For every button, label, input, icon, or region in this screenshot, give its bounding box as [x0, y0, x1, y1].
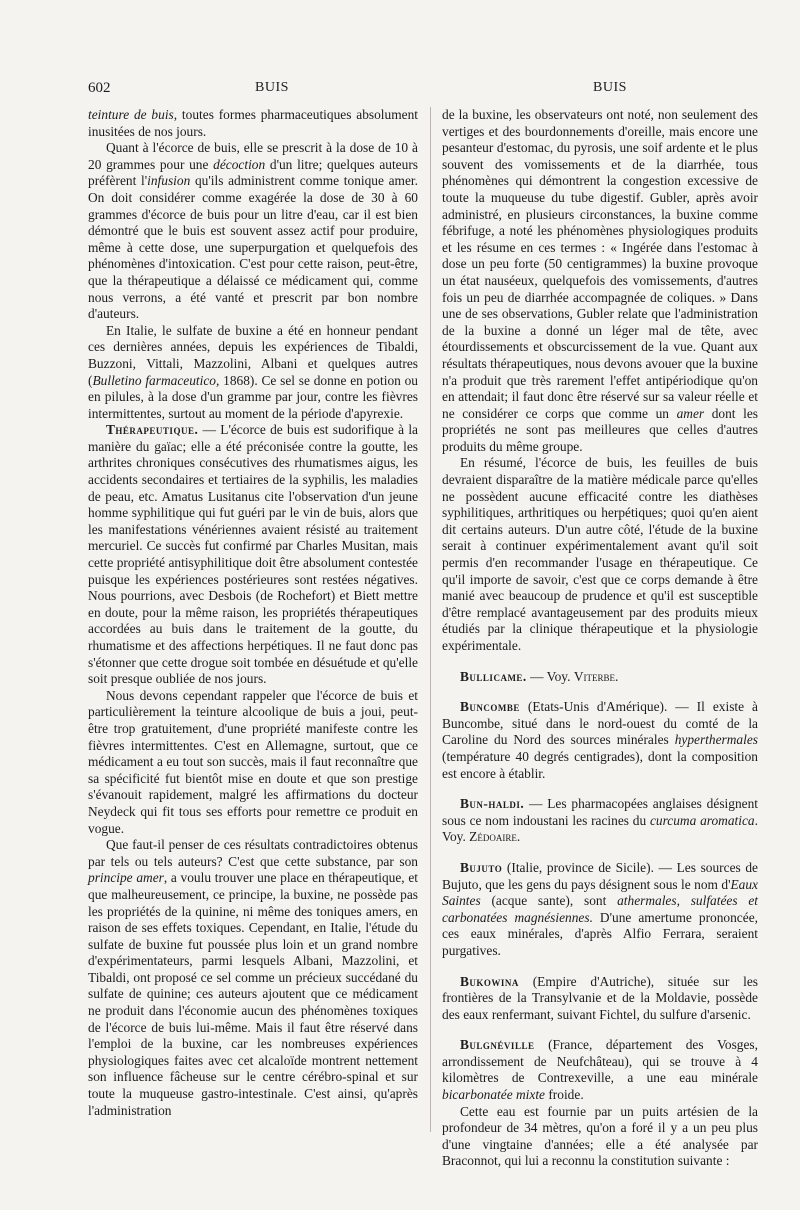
entry-bullicame: Bullicame. — Voy. Viterbe. — [460, 668, 619, 684]
entry-bukowina: Bukowina (Empire d'Autriche), située sur les frontières de la Transylvanie et de la Moldavie, possède des eaux renfermant, suivant Fichtel, du sulfure d'arsenic. — [442, 973, 758, 1022]
running-head-right: BUIS — [593, 80, 627, 95]
paragraph: En Italie, le sulfate de buxine a été en honneur pendant ces dernières années, depuis les expériences de Tibaldi, Buzzoni, Vittali, Mazzolini, Albani et quelques autres (Bulletino farmaceutico, 1868). Ce sel se donne en potion ou en pilules, à la dose d'un gramme par jour, contre les fièvres intermittentes, surtout au moment de la période d'apyrexie. — [88, 322, 418, 421]
paragraph: Cette eau est fournie par un puits artésien de la profondeur de 34 mètres, qu'on a foré il y a un peu plus d'une vingtaine d'années; elle a été analysée par Braconnot, qui lui a reconnu la constitution suivante : — [442, 1103, 758, 1169]
right-column — [442, 107, 758, 1170]
paragraph: En résumé, l'écorce de buis, les feuilles de buis devraient disparaître de la matière médicale parce qu'elles ne possèdent aucune efficacité contre les diathèses syphilitiques, arthritiques ou herpétiques; quoi qu'en aient dit certains auteurs. D'un autre côté, l'étude de la buxine serait à continuer expérimentalement avant qu'il soit permis d'en recommander l'usage en thérapeutique. Ce qu'il importe de savoir, c'est que ce corps demande à être manié avec beaucoup de prudence et qu'il est susceptible d'être remplacé avantageusement par des produits mieux étudiés par la clinique thérapeutique et la physiologie expérimentale. — [442, 455, 758, 653]
entry-heading: Bujuto — [460, 859, 503, 875]
entry-bulgneville: Bulgnéville (France, département des Vosges, arrondissement de Neufchâteau), qui se trouve à 4 kilomètres de Contrexeville, a une eau minérale bicarbonatée mixte froide. — [442, 1037, 758, 1103]
entry-heading: Bullicame. — [460, 668, 527, 684]
column-divider — [430, 107, 431, 1132]
paragraph: Que faut-il penser de ces résultats contradictoires obtenus par tels ou tels auteurs? C'est que cette substance, par son principe amer, a voulu trouver une place en thérapeutique, et que malheureusement, ce principe, la buxine, ne possède pas les propriétés de la quinine, ni même des toniques amers, en raison de ses effets toxiques. Cependant, en Italie, l'étude du sulfate de buxine fut poussée plus loin et un grand nombre d'expérimentateurs, parmi lesquels Albani, Mazzolini, et Tibaldi, ont proposé ce sel comme un précieux succédané du sulfate de quinine; ces auteurs ajoutent que ce médicament ne produit dans l'économie aucun des phénomènes toxiques de l'écorce de buis lui-même. Mais il faut être réservé dans l'emploi de la buxine, car les nombreuses expériences physiologiques faites avec cet alcaloïde montrent nettement son influence fâcheuse sur le centre cérébro-spinal et sur toute la muqueuse gastro-intestinale. C'est ainsi, qu'après l'administration — [88, 837, 418, 1118]
paragraph: de la buxine, les observateurs ont noté, non seulement des vertiges et des bourdonnements d'oreille, mais encore une pesanteur d'estomac, du pyrosis, une soif ardente et le plus souvent des vomissements et de la diarrhée, tous phénomènes qui démontrent la congestion excessive de toute la muqueuse du tube digestif. Gubler, après avoir administré, en plusieurs circonstances, la buxine comme fébrifuge, a noté les phénomènes physiologiques produits et les résume en ces termes : « Ingérée dans l'estomac à dose un peu forte (50 centigrammes) la buxine provoque un état nauséeux, quelquefois des vomissements, d'autres fois un peu de diarrhée accompagnée de coliques. » Dans une de ses observations, Gubler relate que l'administration de la buxine a donné un léger mal de tête, avec étourdissements et obscurcissement de la vue. Quant aux résultats thérapeutiques, nous devons avouer que la buxine n'a produit que très rarement l'effet antipériodique qu'on en attendait; il faut donc être réservé sur sa valeur réelle et ne considérer ce corps que comme un amer dont les propriétés ne sont pas meilleures que celles d'autres produits du même groupe. — [442, 107, 758, 454]
paragraph: Nous devons cependant rappeler que l'écorce de buis et particulièrement la teinture alcoolique de buis a joui, peut-être trop gratuitement, d'une propriété manifeste contre les fièvres intermittentes. C'est en Allemagne, surtout, que ce médicament a eu tout son succès, mais il faut reconnaître que sa spécificité fut bientôt mise en doute et que son prestige s'évanouit rapidement, malgré les affirmations du docteur Neydeck qui fit tous ses efforts pour remettre ce produit en vogue. — [88, 687, 418, 836]
entry-heading: Bukowina — [460, 973, 519, 989]
section-therapeutique: Thérapeutique. — L'écorce de buis est sudorifique à la manière du gaïac; elle a été préconisée contre la goutte, les arthrites chroniques consécutives des rhumatismes aigus, les accidents secondaires et tertiaires de la syphilis, les maladies de peau, etc. Amatus Lusitanus cite l'observation d'un jeune homme syphilitique qui fut guéri par le vin de buis, alors que les manifestations vénériennes avaient résisté au traitement mercuriel. Ce succès fut confirmé par Charles Musitan, mais cette propriété antisyphilitique doit être absolument contestée puisque les expériences postérieures sont restées négatives. Nous pourrions, avec Desbois (de Rochefort) et Biett mettre en doute, pour la même raison, les propriétés thérapeutiques accordées au buis dans le traitement de la goutte, du rhumatisme et des affections herpétiques. Il ne faut donc pas s'étonner que cette drogue soit tombée en désuétude et qu'elle soit presque oubliée de nos jours. — [88, 422, 418, 687]
entry-bun-haldi: Bun-haldi. — Les pharmacopées anglaises désignent sous ce nom indoustani les racines du curcuma aromatica. Voy. Zédoaire. — [442, 796, 758, 845]
paragraph: teinture de buis, toutes formes pharmaceutiques absolument inusitées de nos jours. — [88, 107, 418, 139]
running-head-left: BUIS — [255, 80, 289, 95]
page-number: 602 — [88, 80, 111, 96]
section-heading: Thérapeutique. — [106, 422, 199, 438]
page-header — [88, 80, 760, 100]
entry-bujuto: Bujuto (Italie, province de Sicile). — Les sources de Bujuto, que les gens du pays désignent sous le nom d'Eaux Saintes (acque sante), sont athermales, sulfatées et carbonatées magnésiennes. D'une amertume prononcée, ces eaux minérales, d'après Alfio Ferrara, seraient purgatives. — [442, 859, 758, 958]
entry-heading: Bulgnéville — [460, 1037, 535, 1053]
entry-buncombe: Buncombe (Etats-Unis d'Amérique). — Il existe à Buncombe, situé dans le nord-ouest du comté de la Caroline du Nord des sources minérales hyperthermales (température 40 degrés centigrades), dont la composition est encore à établir. — [442, 699, 758, 781]
left-column — [88, 107, 418, 1119]
entry-heading: Buncombe — [460, 699, 520, 715]
paragraph: Quant à l'écorce de buis, elle se prescrit à la dose de 10 à 20 grammes pour une décoction d'un litre; quelques auteurs préfèrent l'infusion qu'ils administrent comme tonique amer. On doit considérer comme exagérée la dose de 30 à 60 grammes d'écorce de buis pour un litre d'eau, car il est bien démontré que le buis est souvent assez actif pour produire, même à cette dose, une superpurgation et quelquefois des phénomènes d'intoxication. C'est pour cette raison, peut-être, que la thérapeutique a délaissé ce médicament qui, comme nous verrons, a été vanté et prescrit par bon nombre d'auteurs. — [88, 140, 418, 322]
entry-heading: Bun-haldi. — [460, 796, 525, 812]
